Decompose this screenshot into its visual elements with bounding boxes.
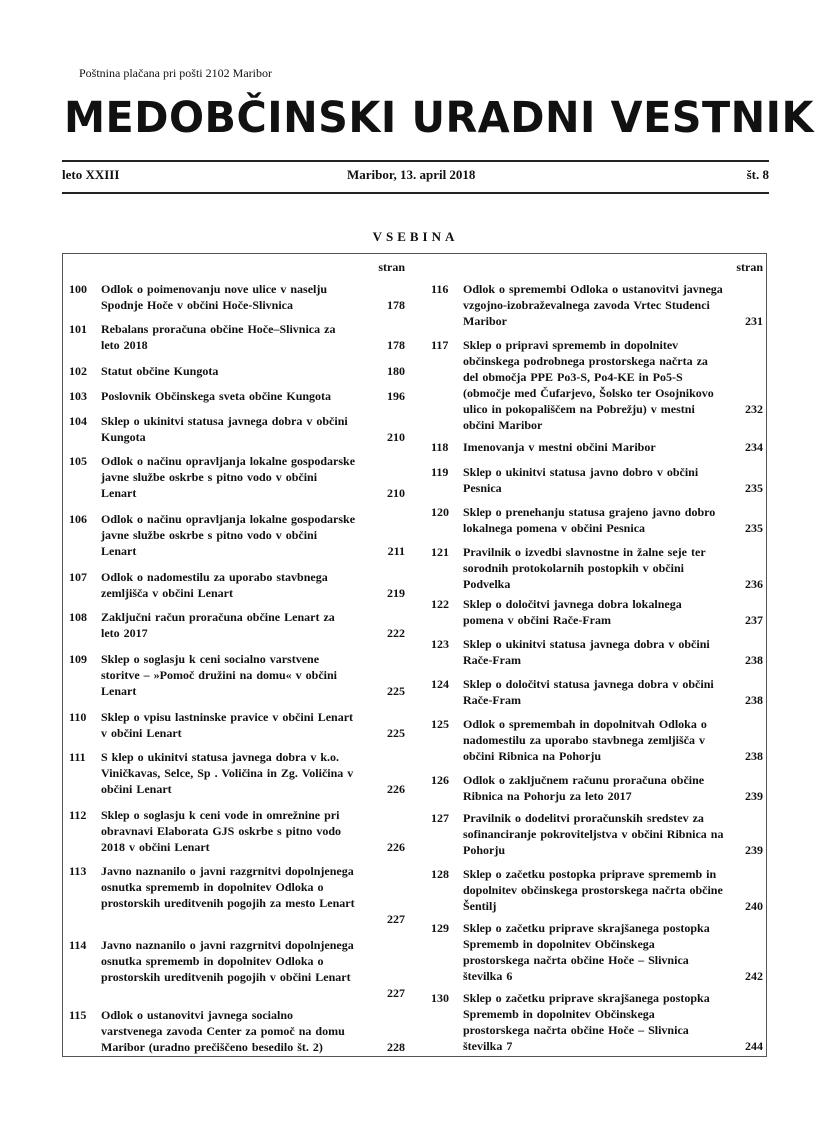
entry-title: Sklep o začetku priprave skrajšanega postopka Sprememb in dopolnitev Občinskega prostorskega načrta občine Hoče – Slivnica številka 6: [463, 921, 710, 983]
contents-entry: [69, 281, 405, 313]
contents-entry: [69, 651, 405, 699]
top-rule: [62, 160, 769, 162]
entry-number: 112: [69, 808, 87, 822]
entry-title: Odlok o nadomestilu za uporabo stavbnega zemljišča v občini Lenart: [101, 570, 328, 600]
entry-page: 226: [387, 782, 405, 796]
contents-entry: [69, 709, 405, 741]
entry-title: Javno naznanilo o javni razgrnitvi dopolnjenega osnutka sprememb in dopolnitev Odloka o prostorskih ureditvenih pogojih v občini Lenart: [101, 938, 354, 984]
contents-entry: [431, 504, 763, 536]
contents-entry: [69, 511, 405, 559]
entry-page: 219: [387, 586, 405, 600]
entry-page: 178: [387, 338, 405, 352]
contents-entry: [431, 810, 763, 858]
entry-number: 127: [431, 811, 449, 825]
entry-number: 108: [69, 610, 87, 624]
entry-number: 101: [69, 322, 87, 336]
entry-title: Odlok o načinu opravljanja lokalne gospodarske javne službe oskrbe s pitno vodo v občini Lenart: [101, 454, 356, 500]
entry-number: 126: [431, 773, 449, 787]
entry-number: 114: [69, 938, 87, 952]
contents-entry: [431, 544, 763, 592]
entry-page: 231: [745, 314, 763, 328]
entry-page: 238: [745, 693, 763, 707]
page-column-header: stran: [378, 260, 405, 274]
entry-number: 105: [69, 454, 87, 468]
entry-page: 232: [745, 402, 763, 416]
entry-number: 102: [69, 364, 87, 378]
entry-page: 180: [387, 364, 405, 378]
contents-box: [62, 253, 767, 1057]
contents-entry: [431, 596, 763, 628]
entry-page: 228: [387, 1040, 405, 1054]
entry-title: Rebalans proračuna občine Hoče–Slivnica za leto 2018: [101, 322, 336, 352]
entry-title: Sklep o pripravi sprememb in dopolnitev občinskega podrobnega prostorskega načrta za del območja PPE Po3-S, Po4-KE in Po5-S (območje med Čufarjevo, Šolsko ter Osojnikovo ulico in pokopališčem na Pobrežju) v mestni občini Maribor: [463, 338, 714, 432]
contents-entry: [431, 772, 763, 804]
contents-entry: [69, 1007, 405, 1055]
entry-title: Sklep o prenehanju statusa grajeno javno dobro lokalnega pomena v občini Pesnica: [463, 505, 716, 535]
entry-title: Odlok o načinu opravljanja lokalne gospodarske javne službe oskrbe s pitno vodo v občini Lenart: [101, 512, 356, 558]
entry-page: 234: [745, 440, 763, 454]
entry-number: 125: [431, 717, 449, 731]
entry-title: Imenovanja v mestni občini Maribor: [463, 440, 656, 454]
entry-number: 115: [69, 1008, 87, 1022]
issue-number: št. 8: [746, 167, 769, 182]
entry-number: 116: [431, 282, 449, 296]
entry-number: 107: [69, 570, 87, 584]
entry-title: Statut občine Kungota: [101, 364, 219, 378]
contents-heading: VSEBINA: [372, 229, 459, 244]
entry-page: 237: [745, 613, 763, 627]
entry-title: Odlok o poimenovanju nove ulice v naselju Spodnje Hoče v občini Hoče-Slivnica: [101, 282, 328, 312]
entry-page: 225: [387, 684, 405, 698]
bottom-rule: [62, 192, 769, 194]
entry-number: 124: [431, 677, 449, 691]
entry-page: 222: [387, 626, 405, 640]
contents-entry: [69, 749, 405, 797]
page-column-header: stran: [736, 260, 763, 274]
contents-entry: [69, 807, 405, 855]
entry-title: Pravilnik o dodelitvi proračunskih sredstev za sofinanciranje pokroviteljstva v občini Ribnica na Pohorju: [463, 811, 724, 857]
contents-entry: [69, 388, 405, 404]
contents-entry: [69, 453, 405, 501]
entry-number: 106: [69, 512, 87, 526]
volume-year: leto XXIII: [62, 167, 120, 182]
entry-number: 109: [69, 652, 87, 666]
contents-entry: [69, 321, 405, 353]
contents-entry: [431, 716, 763, 764]
entry-title: Sklep o določitvi javnega dobra lokalnega pomena v občini Rače-Fram: [463, 597, 682, 627]
contents-entry: [431, 281, 763, 329]
entry-title: Sklep o začetku priprave skrajšanega postopka Sprememb in dopolnitev Občinskega prostorskega načrta občine Hoče – Slivnica številka 7: [463, 991, 710, 1053]
contents-entry: [431, 464, 763, 496]
entry-page: 244: [745, 1039, 763, 1053]
entry-page: 238: [745, 653, 763, 667]
entry-page: 211: [387, 544, 405, 558]
contents-entry: [69, 569, 405, 601]
entry-title: Poslovnik Občinskega sveta občine Kungota: [101, 389, 332, 403]
entry-title: Sklep o ukinitvi statusa javno dobro v občini Pesnica: [463, 465, 699, 495]
entry-page: 225: [387, 726, 405, 740]
entry-page: 236: [745, 577, 763, 591]
entry-page: 227: [387, 986, 405, 1000]
contents-entry: [431, 337, 763, 432]
contents-entry: [69, 863, 405, 927]
entry-number: 120: [431, 505, 449, 519]
postage-note: Poštnina plačana pri pošti 2102 Maribor: [79, 66, 272, 80]
entry-title: Sklep o vpisu lastninske pravice v občini Lenart v občini Lenart: [101, 710, 354, 740]
entry-title: Odlok o spremembi Odloka o ustanovitvi javnega vzgojno-izobraževalnega zavoda Vrtec Studenci Maribor: [463, 282, 723, 328]
contents-entry: [69, 937, 405, 1001]
entry-number: 111: [69, 750, 86, 764]
entry-page: 242: [745, 969, 763, 983]
entry-page: 235: [745, 521, 763, 535]
entry-number: 104: [69, 414, 87, 428]
entry-page: 239: [745, 843, 763, 857]
entry-number: 118: [431, 440, 449, 454]
contents-entry: [69, 609, 405, 641]
contents-entry: [431, 990, 763, 1054]
entry-number: 103: [69, 389, 87, 403]
entry-number: 121: [431, 545, 449, 559]
entry-title: Zaključni račun proračuna občine Lenart za leto 2017: [101, 610, 335, 640]
entry-title: S klep o ukinitvi statusa javnega dobra v k.o. Viničkavas, Selce, Sp . Voličina in Zg. Voličina v občini Lenart: [101, 750, 354, 796]
contents-entry: [431, 676, 763, 708]
entry-page: 238: [745, 749, 763, 763]
contents-entry: [431, 636, 763, 668]
entry-page: 210: [387, 486, 405, 500]
entry-number: 113: [69, 864, 87, 878]
masthead-title: MEDOBČINSKI URADNI VESTNIK: [64, 93, 814, 143]
contents-entry: [431, 866, 763, 914]
entry-number: 130: [431, 991, 449, 1005]
entry-title: Javno naznanilo o javni razgrnitvi dopolnjenega osnutka sprememb in dopolnitev Odloka o prostorskih ureditvenih pogojih za mesto Lenart: [101, 864, 355, 910]
place-date: Maribor, 13. april 2018: [347, 167, 476, 182]
entry-page: 227: [387, 912, 405, 926]
entry-page: 210: [387, 430, 405, 444]
entry-page: 235: [745, 481, 763, 495]
entry-number: 117: [431, 338, 449, 352]
entry-title: Odlok o ustanovitvi javnega socialno varstvenega zavoda Center za pomoč na domu Maribor (uradno prečiščeno besedilo št. 2): [101, 1008, 345, 1054]
entry-number: 123: [431, 637, 449, 651]
entry-page: 239: [745, 789, 763, 803]
entry-title: Sklep o določitvi statusa javnega dobra v občini Rače-Fram: [463, 677, 714, 707]
entry-title: Odlok o zaključnem računu proračuna občine Ribnica na Pohorju za leto 2017: [463, 773, 705, 803]
entry-number: 110: [69, 710, 87, 724]
entry-number: 128: [431, 867, 449, 881]
entry-number: 100: [69, 282, 87, 296]
contents-entry: [69, 413, 405, 445]
entry-number: 122: [431, 597, 449, 611]
entry-number: 119: [431, 465, 449, 479]
entry-title: Sklep o ukinitvi statusa javnega dobra v občini Kungota: [101, 414, 348, 444]
contents-entry: [431, 920, 763, 984]
entry-number: 129: [431, 921, 449, 935]
entry-page: 196: [387, 389, 405, 403]
issue-info-bar: [62, 167, 769, 187]
entry-title: Sklep o ukinitvi statusa javnega dobra v občini Rače-Fram: [463, 637, 710, 667]
contents-entry: [69, 363, 405, 379]
entry-title: Sklep o soglasju k ceni socialno varstvene storitve – »Pomoč družini na domu« v občini Lenart: [101, 652, 338, 698]
entry-page: 240: [745, 899, 763, 913]
entry-title: Sklep o soglasju k ceni vode in omrežnine pri obravnavi Elaborata GJS oskrbe s pitno vodo 2018 v občini Lenart: [101, 808, 342, 854]
entry-title: Pravilnik o izvedbi slavnostne in žalne seje ter sorodnih protokolarnih postopkih v občini Podvelka: [463, 545, 706, 591]
entry-page: 226: [387, 840, 405, 854]
entry-title: Sklep o začetku postopka priprave sprememb in dopolnitev občinskega prostorskega načrta občine Šentilj: [463, 867, 723, 913]
entry-page: 178: [387, 298, 405, 312]
contents-entry: [431, 439, 763, 455]
entry-title: Odlok o spremembah in dopolnitvah Odloka o nadomestilu za uporabo stavbnega zemljišča v občini Ribnica na Pohorju: [463, 717, 707, 763]
